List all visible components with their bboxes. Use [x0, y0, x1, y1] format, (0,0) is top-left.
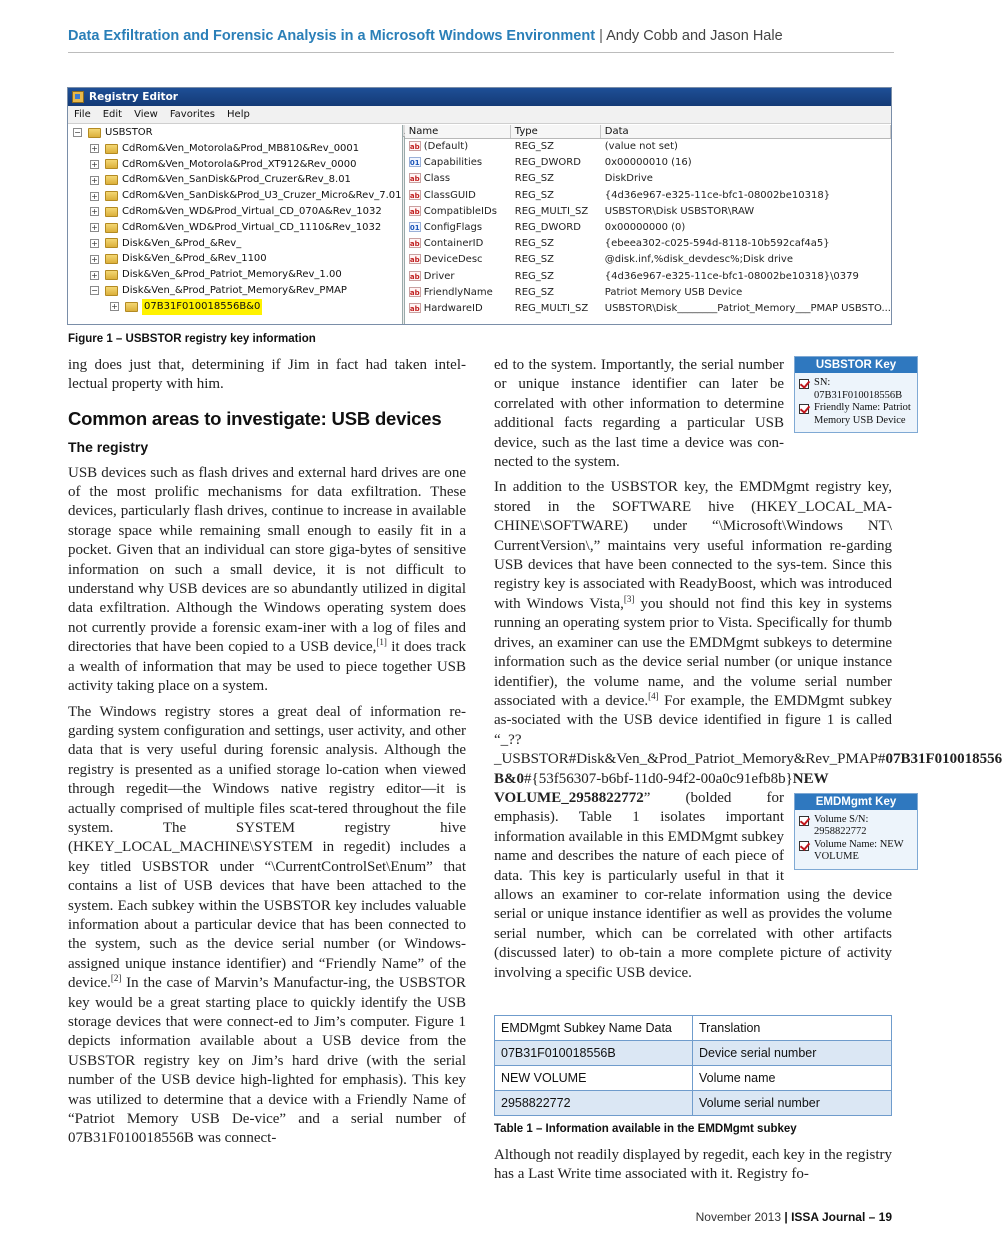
value-data: USBSTOR\Disk________Patriot_Memory___PMAP USBSTO...	[604, 302, 891, 314]
values-list-header	[405, 125, 891, 139]
value-name-cell	[405, 252, 511, 268]
menu-view: View	[134, 109, 158, 120]
menu-file: File	[74, 109, 91, 120]
paragraph-text: USB devices such as flash drives and external hard drives are one of the most prolific mechanisms for data exfiltration. These devices, particularly flash drives, continue to increase in available storage space while remaining small enough to easily fit in a pocket. Given that an individual can store giga-bytes of sensitive information on such a small device, it is not difficult to understand why USB devices are so abundantly utilized in digital data exfiltration. Although the Windows operating system does not currently provide a forensic exam-iner with a log of files and directories that have been copied to a USB device,	[68, 464, 466, 656]
value-name: Capabilities	[423, 157, 483, 169]
registry-value-row	[405, 269, 891, 285]
table-caption: Table 1 – Information available in the EMDMgmt subkey	[494, 1123, 797, 1135]
folder-icon	[105, 254, 118, 264]
tree-item	[68, 267, 402, 283]
column-data: Data	[601, 125, 891, 138]
tree-item-label: Disk&Ven_&Prod_Patriot_Memory&Rev_PMAP	[122, 284, 347, 296]
reference-mark: [3]	[623, 593, 635, 604]
tree-item	[68, 251, 402, 267]
paragraph-text: #{53f56307-b6bf-11d0-94f2-00a0c91efb8b}	[524, 770, 793, 787]
value-name: ClassGUID	[423, 189, 476, 201]
value-type: REG_SZ	[514, 286, 554, 298]
emdmgmt-box-body	[795, 810, 917, 869]
registry-tree	[68, 125, 403, 324]
value-name-cell	[405, 236, 511, 252]
value-data: DiskDrive	[604, 173, 653, 185]
value-name-cell	[405, 301, 511, 317]
registry-value-row	[405, 155, 891, 171]
usbstor-box-body	[795, 373, 917, 432]
tree-item	[68, 172, 402, 188]
value-name-cell	[405, 220, 511, 236]
expand-icon: +	[91, 238, 98, 248]
right-column	[494, 356, 1002, 989]
string-value-icon: ab	[409, 288, 420, 297]
bold-volume: NEW VOLUME_2958822772	[494, 770, 829, 806]
folder-icon	[105, 270, 118, 280]
section-heading: Common areas to investigate: USB devices	[68, 407, 442, 429]
paragraph-text: In addition to the USBSTOR key, the EMDMgmt registry key, stored in the SOFTWARE hive (HKEY_LOCAL_MA-CHINE\SOFTWARE) under “\Microsoft\Windows NT\ CurrentVersion\,” maintains very useful information re-garding USB devices that have been connected to the sys-tem. Since this registry key is associated with ReadyBoost, which was introduced with Windows Vista,	[494, 479, 892, 612]
value-type: REG_DWORD	[514, 157, 581, 169]
expand-icon: +	[91, 207, 98, 217]
value-data: @disk.inf,%disk_devdesc%;Disk drive	[604, 254, 793, 266]
paragraph-text: ed to the system. Importantly, the serial number or unique instance identifier can later be correlated with other information to determine additional facts regarding a particular USB device, such as the last time a device was con-nected to the system.	[494, 357, 784, 471]
registry-value-row	[405, 204, 891, 220]
emdmgmt-table	[494, 1015, 892, 1116]
value-type: REG_SZ	[514, 254, 554, 266]
paragraph	[68, 356, 466, 395]
closing-paragraph	[494, 1146, 892, 1185]
expand-icon: +	[111, 302, 118, 312]
registry-editor-figure	[67, 87, 892, 325]
value-name-cell	[405, 155, 511, 171]
value-data: {ebeea302-c025-594d-8118-10b592caf4a5}	[604, 238, 830, 250]
registry-editor-title: Registry Editor	[89, 91, 178, 103]
header-separator: |	[599, 28, 603, 44]
registry-value-row	[405, 220, 891, 236]
usbstor-item	[799, 377, 913, 402]
value-name-cell	[405, 171, 511, 187]
value-type: REG_MULTI_SZ	[514, 205, 589, 217]
emdmgmt-key-box	[794, 793, 918, 870]
value-name: CompatibleIDs	[423, 205, 497, 217]
tree-root-label: USBSTOR	[105, 127, 153, 138]
left-column	[68, 356, 466, 1155]
tree-item	[68, 204, 402, 220]
checkbox-checked-icon	[799, 841, 809, 851]
tree-root-row	[68, 125, 402, 141]
value-name-cell	[405, 188, 511, 204]
tree-item-label: Disk&Ven_&Prod_&Rev_1100	[122, 253, 267, 265]
value-name: FriendlyName	[423, 286, 493, 298]
binary-value-icon: 01	[409, 159, 420, 168]
folder-icon	[105, 286, 118, 296]
menu-edit: Edit	[102, 109, 123, 120]
table-row	[495, 1041, 892, 1066]
tree-selected-item	[68, 299, 402, 315]
reference-mark: [1]	[376, 637, 387, 648]
string-value-icon: ab	[409, 304, 420, 313]
value-data: 0x00000010 (16)	[604, 157, 692, 169]
string-value-icon: ab	[409, 207, 420, 216]
value-name: HardwareID	[423, 302, 483, 314]
article-title: Data Exfiltration and Forensic Analysis in a Microsoft Windows Environment	[68, 28, 596, 44]
usbstor-item-text: SN: 07B31F010018556B	[814, 377, 903, 401]
highlighted-serial-key: 07B31F010018556B&0	[142, 299, 262, 315]
tree-item	[68, 220, 402, 236]
string-value-icon: ab	[409, 175, 420, 184]
string-value-icon: ab	[409, 240, 420, 249]
value-type: REG_SZ	[514, 270, 554, 282]
value-rows	[405, 139, 891, 317]
paragraph-text: ing does just that, determining if Jim in fact had taken intel-lectual property with him.	[68, 357, 466, 393]
string-value-icon: ab	[409, 272, 420, 281]
column-name: Name	[405, 125, 511, 138]
value-type: REG_SZ	[514, 141, 554, 152]
value-type: REG_SZ	[514, 238, 554, 250]
table-row	[495, 1091, 892, 1116]
tree-item-label: CdRom&Ven_WD&Prod_Virtual_CD_1110&Rev_1032	[122, 221, 382, 233]
registry-value-row	[405, 252, 891, 268]
figure-caption: Figure 1 – USBSTOR registry key information	[68, 333, 316, 345]
tree-item-label: CdRom&Ven_Motorola&Prod_XT912&Rev_0000	[122, 158, 357, 170]
folder-icon	[125, 302, 138, 312]
table-cell: Volume serial number	[693, 1091, 892, 1116]
tree-item-label: CdRom&Ven_WD&Prod_Virtual_CD_070A&Rev_1032	[122, 205, 382, 217]
paragraph	[68, 464, 466, 697]
registry-editor-titlebar	[68, 88, 891, 106]
emdmgmt-item-text: Volume S/N: 2958822772	[814, 813, 869, 838]
folder-icon	[88, 128, 101, 138]
paragraph-text: ” (bolded for emphasis). Table 1 isolates important information available in this EMDMgmt subkey name and describes the nature of each piece of data. This key is particularly useful in that it allows an examiner to cor-relate information using the device serial or unique instance identifier as well as provides the volume serial number, which can be correlated with other artifacts (discussed later) to ob-tain a more complete picture of activity involving a specific USB device.	[494, 789, 892, 981]
expand-icon: +	[91, 223, 98, 233]
folder-icon	[105, 144, 118, 154]
table-cell: Translation	[693, 1016, 892, 1041]
checkbox-checked-icon	[799, 379, 809, 389]
table-cell: 2958822772	[495, 1091, 693, 1116]
usbstor-key-box	[794, 356, 918, 433]
reference-mark: [4]	[648, 690, 659, 701]
string-value-icon: ab	[409, 191, 420, 200]
expand-icon: +	[91, 159, 98, 169]
page-header	[68, 27, 894, 53]
registry-values-list	[405, 125, 891, 324]
value-data: {4d36e967-e325-11ce-bfc1-08002be10318}\0379	[604, 270, 859, 282]
value-name: ConfigFlags	[423, 221, 483, 233]
string-value-icon: ab	[409, 143, 420, 151]
paragraph	[494, 478, 1002, 983]
tree-item	[68, 188, 402, 204]
emdmgmt-item-text: Volume Name: NEW VOLUME	[814, 838, 904, 863]
collapse-icon: −	[91, 286, 98, 296]
folder-icon	[105, 159, 118, 169]
footer-separator: |	[784, 1210, 788, 1224]
value-name-cell	[405, 285, 511, 301]
paragraph-text: The Windows registry stores a great deal of information re-garding system configuration and settings, user activity, and other data that is very useful during forensic analysis. Although the registry is presented as a unified storage lo-cation when viewed through regedit—the Windows native registry editor—it is actually comprised of multiple files scat-tered throughout the file system. The SYSTEM registry hive (HKEY_LOCAL_MACHINE\SYSTEM in regedit) includes a key titled USBSTOR under “\CurrentControlSet\Enum” that contains a list of USB devices that have been attached to the system. Each subkey within the USBSTOR key includes valuable information about a particular device that has been connected to the system, such as the device serial number (or Windows-assigned unique instance identifier) and “Friendly Name” of the device.	[68, 703, 466, 992]
value-name: ContainerID	[423, 238, 484, 250]
value-data: {4d36e967-e325-11ce-bfc1-08002be10318}	[604, 189, 831, 201]
usbstor-box-title: USBSTOR Key	[795, 357, 917, 373]
registry-body	[68, 125, 891, 324]
table-cell: NEW VOLUME	[495, 1066, 693, 1091]
journal-page: ISSA Journal – 19	[791, 1210, 892, 1224]
value-name-cell	[405, 204, 511, 220]
tree-item	[68, 236, 402, 252]
folder-icon	[105, 191, 118, 201]
string-value-icon: ab	[409, 256, 420, 265]
emdmgmt-item	[799, 839, 913, 864]
registry-value-row	[405, 285, 891, 301]
collapse-icon: −	[74, 128, 81, 138]
tree-item-label: Disk&Ven_&Prod_&Rev_	[122, 237, 242, 249]
value-data: 0x00000000 (0)	[604, 221, 686, 233]
emdmgmt-box-title: EMDMgmt Key	[795, 794, 917, 810]
registry-menubar	[68, 106, 891, 124]
table-row	[495, 1016, 892, 1041]
folder-icon	[105, 238, 118, 248]
tree-item	[68, 157, 402, 173]
folder-icon	[105, 207, 118, 217]
value-name-cell	[405, 269, 511, 285]
value-name: Class	[423, 173, 451, 185]
value-name: Driver	[423, 270, 455, 282]
reference-mark: [2]	[110, 973, 122, 984]
value-name: (Default)	[423, 141, 469, 152]
table-cell: Device serial number	[693, 1041, 892, 1066]
bold-serial: 07B31F010018556 B&0	[494, 751, 1002, 787]
value-name-cell	[405, 139, 511, 155]
expand-icon: +	[91, 175, 98, 185]
menu-favorites: Favorites	[169, 109, 216, 120]
value-data: (value not set)	[604, 141, 678, 152]
checkbox-checked-icon	[799, 404, 809, 414]
tree-item-label: CdRom&Ven_Motorola&Prod_MB810&Rev_0001	[122, 142, 360, 154]
issue-date: November 2013	[695, 1210, 782, 1224]
folder-icon	[105, 175, 118, 185]
paragraph	[68, 703, 466, 1149]
paragraph-text: In the case of Marvin’s Manufactur-ing, the USBSTOR key would be a great starting place to quickly identify the USB storage devices that were connect-ed to Jim’s computer. Figure 1 depicts information available about a USB device from the USBSTOR registry key on Jim’s hard drive (with the serial number of the USB device high-lighted for emphasis). This key was utilized to determine that a device with a Friendly Name of “Patriot Memory USB De-vice” and a serial number of 07B31F010018556B was connect-	[68, 975, 466, 1147]
expand-icon: +	[91, 191, 98, 201]
value-data: Patriot Memory USB Device	[604, 286, 743, 298]
expand-icon: +	[91, 270, 98, 280]
value-type: REG_SZ	[514, 173, 554, 185]
table-cell: 07B31F010018556B	[495, 1041, 693, 1066]
tree-item	[68, 283, 402, 299]
tree-item-label: CdRom&Ven_SanDisk&Prod_Cruzer&Rev_8.01	[122, 174, 351, 186]
paragraph-text: For example, the EMDMgmt subkey as-sociated with the USB device identified in figure 1 is called “_??_USBSTOR#Disk&Ven_&Prod_Patriot_Memory&Rev_PMAP#	[494, 692, 892, 768]
expand-icon: +	[91, 144, 98, 154]
value-type: REG_SZ	[514, 189, 554, 201]
registry-value-row	[405, 188, 891, 204]
registry-value-row	[405, 171, 891, 187]
article-authors: Andy Cobb and Jason Hale	[606, 28, 783, 44]
column-type: Type	[511, 125, 601, 138]
tree-item	[68, 141, 402, 157]
registry-value-row	[405, 139, 891, 155]
binary-value-icon: 01	[409, 223, 420, 232]
expand-icon: +	[91, 254, 98, 264]
paragraph-text: you should not find this key in systems running an operating system prior to Vista. Specifically for thumb drives, an examiner can use the EMDMgmt subkeys to determine information such as the device serial number (or unique instance identifier), the volume name, and the volume serial number associated with a device.	[494, 595, 892, 709]
page-footer	[696, 1210, 892, 1224]
usbstor-item-text: Friendly Name: Patriot Memory USB Device	[814, 402, 911, 426]
registry-value-row	[405, 236, 891, 252]
paragraph-text: Although not readily displayed by regedit, each key in the registry has a Last Write time associated with it. Registry fo-	[494, 1147, 892, 1183]
table-cell: EMDMgmt Subkey Name Data	[495, 1016, 693, 1041]
subsection-heading: The registry	[68, 439, 149, 456]
registry-value-row	[405, 301, 891, 317]
value-type: REG_DWORD	[514, 221, 581, 233]
usbstor-item	[799, 402, 913, 427]
table-row	[495, 1066, 892, 1091]
tree-item-label: Disk&Ven_&Prod_Patriot_Memory&Rev_1.00	[122, 269, 342, 281]
menu-help: Help	[227, 109, 250, 120]
checkbox-checked-icon	[799, 816, 809, 826]
folder-icon	[105, 223, 118, 233]
value-name: DeviceDesc	[423, 254, 483, 266]
value-data: USBSTOR\Disk USBSTOR\RAW	[604, 205, 755, 217]
tree-item-label: CdRom&Ven_SanDisk&Prod_U3_Cruzer_Micro&Rev_7.01	[122, 190, 402, 202]
table-cell: Volume name	[693, 1066, 892, 1091]
emdmgmt-item	[799, 814, 913, 839]
registry-editor-icon	[72, 91, 84, 103]
value-type: REG_MULTI_SZ	[514, 302, 589, 314]
paragraph-text: it does track a wealth of information that may be used to piece together USB activity taking place on a system.	[68, 639, 466, 695]
